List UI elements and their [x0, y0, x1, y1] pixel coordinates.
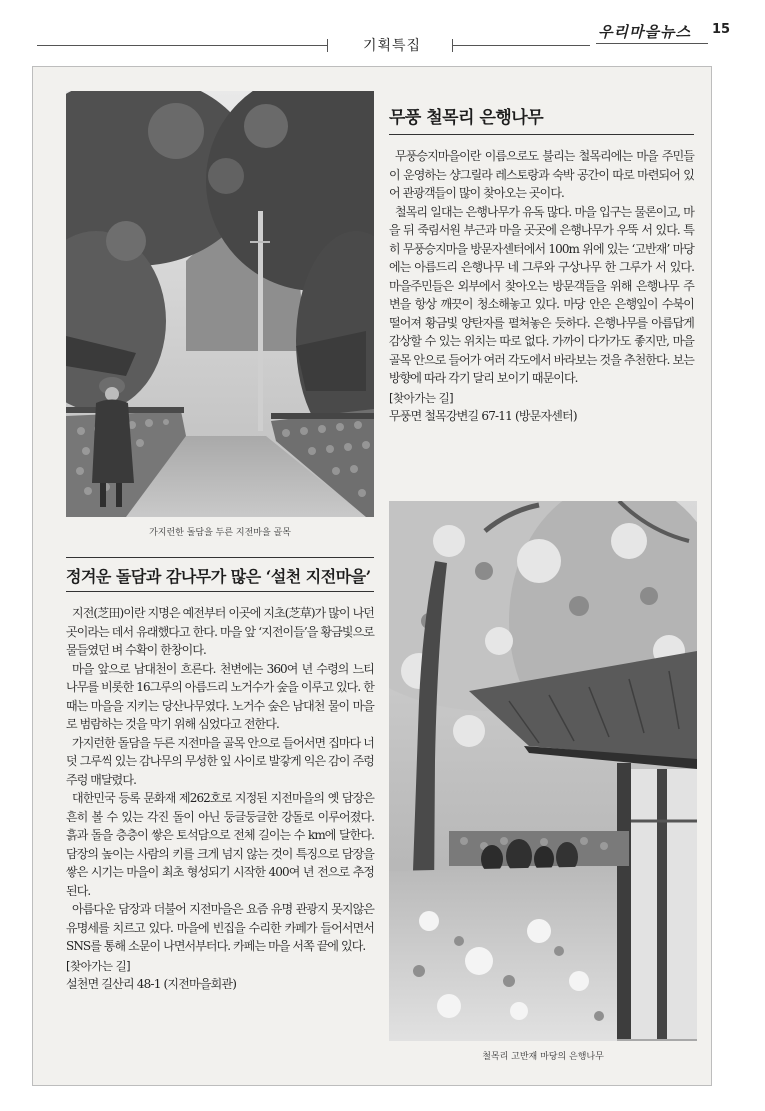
section-label: 기획특집: [362, 38, 422, 54]
ginkgo-courtyard-photo: [389, 501, 697, 1041]
cheolmok-ginkgo-title: 무풍 철목리 은행나무: [389, 108, 544, 128]
cheolmok-directions-address: 무풍면 철목강변길 67-11 (방문자센터): [389, 409, 577, 423]
feature-panel: [32, 66, 712, 1086]
cheolmok-paragraph-1: 무풍승지마을이란 이름으로도 불리는 철목리에는 마을 주민들이 운영하는 샹그릴라 레스토랑과 숙박 공간이 따로 마련되어 있어 관광객들이 많이 찾아오는 곳이다.: [389, 149, 694, 200]
page-number: 15: [712, 22, 731, 37]
cheolmok-title-rule: [389, 134, 694, 135]
jijeon-paragraph-1: 지전(芝田)이란 지명은 예전부터 이곳에 지초(芝草)가 많이 나던 곳이라는 데서 유래했다고 한다. 마을 앞 ‘지전이들’을 황금빛으로 물들였던 벼 수확이 한창이다.: [66, 606, 374, 657]
cheolmok-paragraph-2: 철목리 일대는 은행나무가 유독 많다. 마을 입구는 물론이고, 마을 뒤 죽림서원 부근과 마을 곳곳에 은행나무가 우뚝 서 있다. 특히 무풍승지마을 방문자센터에서 100m 위에 있는 ‘고반재’ 마당에는 아름드리 은행나무 네 그루와 구상나무 한 그루가 서 있다. 마을주민들은 외부에서 찾아오는 방문객들을 위해 은행나무 주변을 항상 깨끗이 청소해놓고 있다. 마당 안은 은행잎이 수북이 떨어져 황금빛 양탄자를 펼쳐놓은 듯하다. 은행나무를 아름답게 감상할 수 있는 위치는 따로 없다. 가까이 다가가도 좋지만, 마을 골목 안으로 들어가 여러 각도에서 바라보는 것을 추천한다. 보는 방향에 따라 각기 달리 보이기 때문이다.: [389, 204, 694, 385]
header-rule-brand-underline: [596, 43, 708, 44]
jijeon-title-top-rule: [66, 557, 374, 558]
jijeon-paragraph-3: 가지런한 돌담을 두른 지전마을 골목 안으로 들어서면 집마다 너덧 그루씩 있는 감나무의 무성한 잎 사이로 발갛게 익은 감이 주렁주렁 매달렸다.: [66, 735, 374, 787]
newspaper-brand-logo: 우리마을뉴스: [598, 23, 691, 41]
cheolmok-directions-label: [찾아가는 길]: [389, 390, 454, 405]
ginkgo-photo-caption: 철목리 고반재 마당의 은행나무: [482, 1052, 604, 1062]
alley-photo-caption: 가지런한 돌담을 두른 지전마을 골목: [149, 528, 291, 538]
cheolmok-article-body: [389, 147, 694, 426]
jijeon-paragraph-2: 마을 앞으로 남대천이 흐른다. 천변에는 360여 년 수령의 느티나무를 비롯한 16그루의 아름드리 노거수가 숲을 이루고 있다. 한때는 마을을 지키는 당산나무였다. 노거수 숲은 남대천 물이 마을로 범람하는 것을 막기 위해 심었다고 전한다.: [66, 661, 374, 731]
header-rule-left-tick: [327, 39, 328, 52]
jijeon-article-body: [66, 604, 374, 994]
header-rule-right: [452, 45, 590, 46]
jijeon-directions-address: 설천면 길산리 48-1 (지전마을회관): [66, 977, 237, 991]
header-rule-left: [37, 45, 327, 46]
jijeon-directions-label: [찾아가는 길]: [66, 958, 131, 973]
stone-wall-alley-photo: [66, 91, 374, 517]
jijeon-paragraph-4: 대한민국 등록 문화재 제262호로 지정된 지전마을의 옛 담장은 흔히 볼 수 있는 각진 돌이 아닌 둥글둥글한 강돌로 이루어졌다. 흙과 돌을 층층이 쌓은 토석담으로 전체 길이는 수 km에 달한다. 담장의 높이는 사람의 키를 크게 넘지 않는 것이 특징으로 담장을 쌓은 시기는 마을이 최초 형성되기 시작한 400여 년 전으로 추정된다.: [66, 791, 374, 898]
jijeon-paragraph-5: 아름다운 담장과 더불어 지전마을은 요즘 유명 관광지 못지않은 유명세를 치르고 있다. 마을에 빈집을 수리한 카페가 들어서면서 SNS를 통해 소문이 나면서부터다. 카페는 마을 서쪽 끝에 있다.: [66, 902, 374, 953]
jijeon-village-title: 정겨운 돌담과 감나무가 많은 ‘설천 지전마을’: [66, 567, 371, 586]
jijeon-title-bottom-rule: [66, 591, 374, 592]
